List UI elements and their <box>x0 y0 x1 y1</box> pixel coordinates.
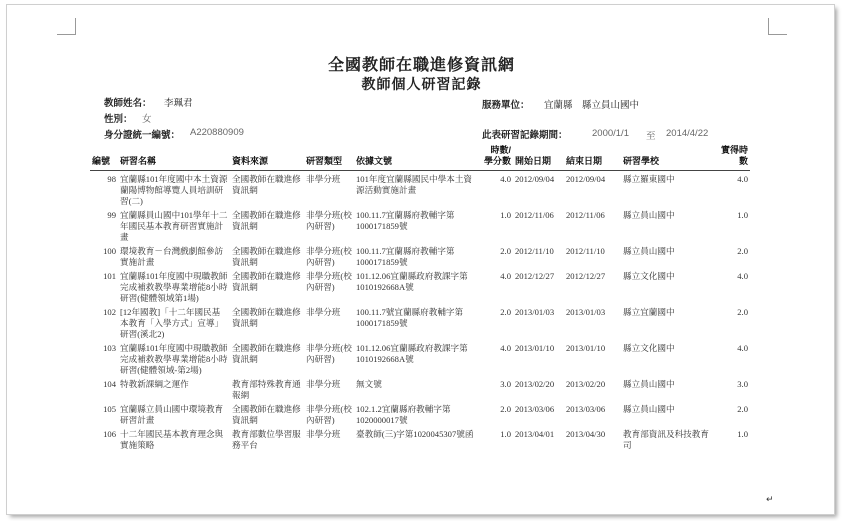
doc-title: 全國教師在職進修資訊網 <box>327 55 515 74</box>
cell-hours: 2.0 <box>500 246 511 256</box>
cell-type: 非學分班(校內研習) <box>306 271 352 292</box>
teacher-name-label: 教師姓名： <box>104 98 152 109</box>
cell-end: 2013/04/30 <box>566 429 606 439</box>
cell-course: 宜蘭縣立員山國中環境教育研習計畫 <box>120 404 224 425</box>
cell-earned: 3.0 <box>737 379 748 389</box>
col-header-no: 編號 <box>90 145 118 171</box>
cell-no: 100 <box>103 246 116 256</box>
cell-earned: 4.0 <box>737 271 748 281</box>
unit-value: 宜蘭縣 縣立員山國中 <box>544 100 640 111</box>
col-header-doc-no: 依據文號 <box>354 145 481 171</box>
cell-no: 103 <box>103 343 116 353</box>
period-start: 2000/1/1 <box>592 128 629 139</box>
table-row <box>90 243 750 268</box>
cell-start: 2012/11/06 <box>515 210 554 220</box>
cell-start: 2012/11/10 <box>515 246 554 256</box>
cell-start: 2012/09/04 <box>515 174 555 184</box>
cell-doc-no: 100.11.7宜蘭縣府教輔字第1000171859號 <box>356 210 455 231</box>
cell-course: 宜蘭縣101年度國中本土資源蘭陽博物館導覽人員培訓研習(二) <box>120 174 228 206</box>
table-row <box>90 171 750 208</box>
gender-label: 性別： <box>104 114 133 125</box>
col-header-course: 研習名稱 <box>118 145 230 171</box>
table-row <box>90 426 750 451</box>
table-row <box>90 376 750 401</box>
col-header-type: 研習類型 <box>304 145 354 171</box>
cell-earned: 4.0 <box>737 343 748 353</box>
cell-school: 縣立文化國中 <box>623 343 675 353</box>
cell-school: 縣立員山國中 <box>623 404 675 414</box>
cell-hours: 4.0 <box>500 343 511 353</box>
cell-school: 縣立員山國中 <box>623 379 675 389</box>
cell-hours: 2.0 <box>500 404 511 414</box>
study-record-table <box>90 145 750 451</box>
cell-course: 特教新課綱之運作 <box>120 379 189 389</box>
crop-mark-top-left <box>57 18 76 35</box>
cell-end: 2012/12/27 <box>566 271 606 281</box>
cell-type: 非學分班 <box>306 307 341 317</box>
cell-course: 宜蘭縣101年度國中現職教師完成補救教學專業增能8小時研習(健體領域-第2場) <box>120 343 228 375</box>
cell-course: 環境教育－台灣戲劇館參訪實施計畫 <box>120 246 224 267</box>
doc-subtitle: 教師個人研習記錄 <box>361 77 482 93</box>
cell-end: 2012/11/10 <box>566 246 605 256</box>
col-header-school: 研習學校 <box>621 145 714 171</box>
cell-type: 非學分班(校內研習) <box>306 404 352 425</box>
cell-no: 106 <box>103 429 116 439</box>
cell-doc-no: 臺教師(三)字第1020045307號函 <box>356 429 474 439</box>
id-value: A220880909 <box>190 127 244 138</box>
cell-source: 全國教師在職進修資訊網 <box>232 174 301 195</box>
cell-end: 2013/01/10 <box>566 343 606 353</box>
cell-end: 2013/01/03 <box>566 307 606 317</box>
table-row <box>90 340 750 376</box>
period-to: 至 <box>646 131 656 142</box>
unit-label: 服務單位： <box>482 100 530 111</box>
cell-start: 2013/01/10 <box>515 343 555 353</box>
cell-type: 非學分班 <box>306 379 341 389</box>
cell-hours: 1.0 <box>500 429 511 439</box>
cell-source: 全國教師在職進修資訊網 <box>232 246 301 267</box>
paragraph-mark: ↵ <box>766 495 774 505</box>
cell-no: 98 <box>107 174 116 184</box>
cell-type: 非學分班 <box>306 429 341 439</box>
cell-school: 縣立員山國中 <box>623 246 675 256</box>
period-label: 此表研習記錄期間： <box>482 130 568 141</box>
cell-course: 宜蘭縣101年度國中現職教師完成補救教學專業增能8小時研習(健體領域第1場) <box>120 271 228 303</box>
cell-type: 非學分班(校內研習) <box>306 246 352 267</box>
cell-start: 2013/03/06 <box>515 404 555 414</box>
cell-source: 全國教師在職進修資訊網 <box>232 271 301 292</box>
gender-value: 女 <box>142 114 152 125</box>
cell-doc-no: 無文號 <box>356 379 382 389</box>
cell-school: 教育部資訊及科技教育司 <box>623 429 709 450</box>
col-header-hours: 時數/學分數 <box>481 145 513 171</box>
cell-end: 2012/11/06 <box>566 210 605 220</box>
cell-start: 2013/04/01 <box>515 429 555 439</box>
cell-earned: 2.0 <box>737 246 748 256</box>
col-header-start: 開始日期 <box>513 145 564 171</box>
cell-no: 102 <box>103 307 116 317</box>
cell-doc-no: 100.11.7號宜蘭縣府教輔字第1000171859號 <box>356 307 464 328</box>
cell-hours: 4.0 <box>500 271 511 281</box>
cell-earned: 4.0 <box>737 174 748 184</box>
cell-start: 2012/12/27 <box>515 271 555 281</box>
table-header-row <box>90 145 750 171</box>
cell-hours: 4.0 <box>500 174 511 184</box>
cell-course: 十二年國民基本教育理念與實施策略 <box>120 429 224 450</box>
cell-course: [12年國教]「十二年國民基本教育「入學方式」宣導」研習(溪北2) <box>120 307 224 339</box>
table-row <box>90 304 750 340</box>
cell-earned: 1.0 <box>737 210 748 220</box>
teacher-name-value: 李珮君 <box>164 98 193 109</box>
cell-school: 縣立宜蘭國中 <box>623 307 675 317</box>
cell-earned: 2.0 <box>737 307 748 317</box>
cell-source: 全國教師在職進修資訊網 <box>232 343 301 364</box>
cell-earned: 1.0 <box>737 429 748 439</box>
cell-hours: 3.0 <box>500 379 511 389</box>
cell-no: 99 <box>107 210 116 220</box>
cell-doc-no: 102.1.2宜蘭縣府教輔字第1020000017號 <box>356 404 451 425</box>
cell-school: 縣立員山國中 <box>623 210 675 220</box>
crop-mark-top-right <box>768 18 787 35</box>
cell-source: 全國教師在職進修資訊網 <box>232 404 301 425</box>
cell-school: 縣立羅東國中 <box>623 174 675 184</box>
cell-no: 104 <box>103 379 116 389</box>
cell-source: 全國教師在職進修資訊網 <box>232 210 301 231</box>
cell-hours: 1.0 <box>500 210 511 220</box>
cell-end: 2013/02/20 <box>566 379 606 389</box>
cell-type: 非學分班(校內研習) <box>306 343 352 364</box>
cell-source: 全國教師在職進修資訊網 <box>232 307 301 328</box>
cell-start: 2013/02/20 <box>515 379 555 389</box>
cell-doc-no: 101年度宜蘭縣國民中學本土資源活動實施計畫 <box>356 174 473 195</box>
table-row <box>90 207 750 243</box>
cell-start: 2013/01/03 <box>515 307 555 317</box>
col-header-end: 結束日期 <box>564 145 621 171</box>
cell-doc-no: 100.11.7宜蘭縣府教輔字第1000171859號 <box>356 246 455 267</box>
cell-no: 101 <box>103 271 116 281</box>
cell-type: 非學分班(校內研習) <box>306 210 352 231</box>
cell-end: 2012/09/04 <box>566 174 606 184</box>
table-row <box>90 401 750 426</box>
period-end: 2014/4/22 <box>666 128 709 139</box>
cell-source: 教育部數位學習服務平台 <box>232 429 301 450</box>
id-label: 身分證統一編號： <box>104 130 181 141</box>
cell-course: 宜蘭縣員山國中101學年十二年國民基本教育研習實施計畫 <box>120 210 228 242</box>
cell-doc-no: 101.12.06宜蘭縣政府教課字第1010192668A號 <box>356 271 468 292</box>
cell-hours: 2.0 <box>500 307 511 317</box>
cell-end: 2013/03/06 <box>566 404 606 414</box>
col-header-source: 資料來源 <box>230 145 304 171</box>
cell-school: 縣立文化國中 <box>623 271 675 281</box>
cell-type: 非學分班 <box>306 174 341 184</box>
cell-no: 105 <box>103 404 116 414</box>
cell-doc-no: 101.12.06宜蘭縣政府教課字第1010192668A號 <box>356 343 468 364</box>
cell-source: 教育部特殊教育通報網 <box>232 379 301 400</box>
cell-earned: 2.0 <box>737 404 748 414</box>
col-header-earned: 實得時數 <box>714 145 750 171</box>
table-row <box>90 268 750 304</box>
